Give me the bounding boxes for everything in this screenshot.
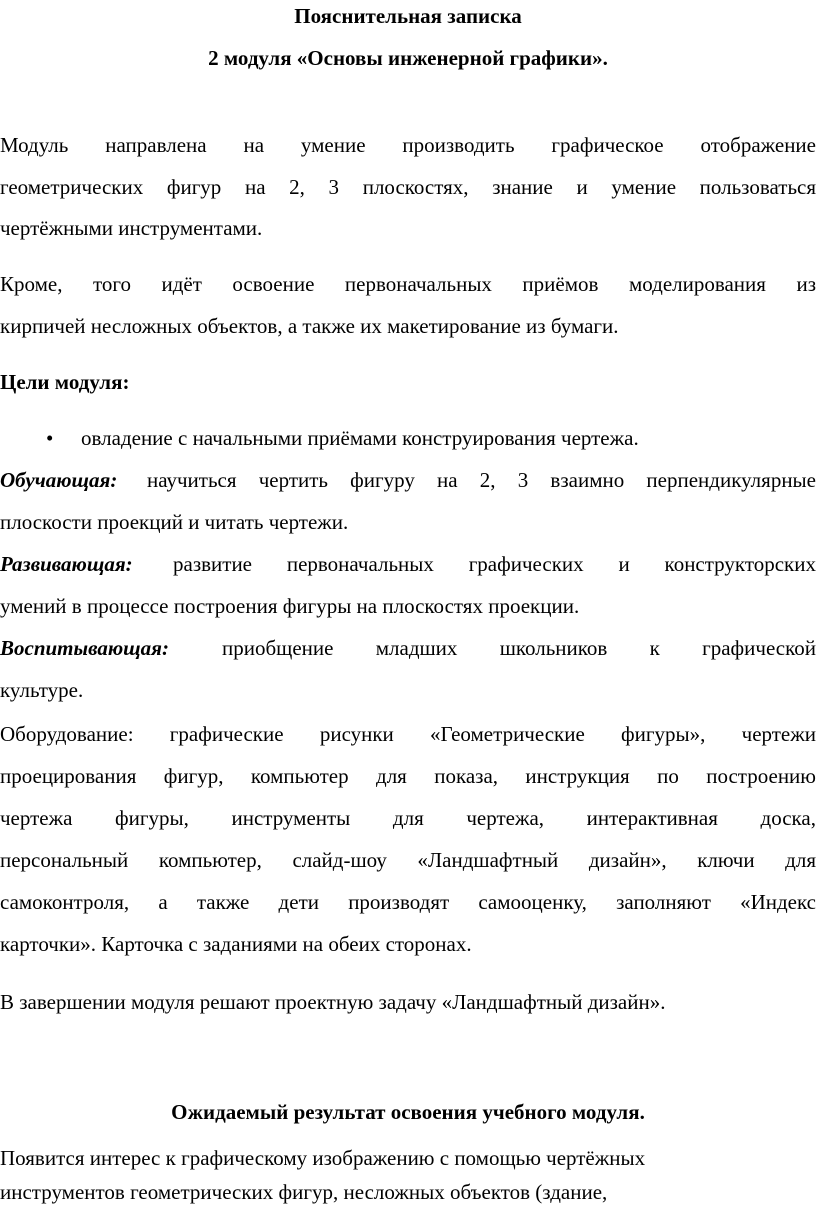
equipment-line-2: проецирования фигур, компьютер для показа, инструкция по построению xyxy=(0,764,816,788)
conclusion-text: В завершении модуля решают проектную задачу «Ландшафтный дизайн». xyxy=(0,990,666,1014)
developing-goal-text: развитие первоначальных графических и конструкторских xyxy=(173,552,816,576)
intro-p2-line-1: Кроме, того идёт освоение первоначальных приёмов моделирования из xyxy=(0,272,816,296)
title-line-2: 2 модуля «Основы инженерной графики». xyxy=(208,46,608,70)
result-heading: Ожидаемый результат освоения учебного модуля. xyxy=(171,1100,645,1124)
developing-goal-label: Развивающая: xyxy=(0,552,133,576)
teaching-goal-line-2: плоскости проекций и читать чертежи. xyxy=(0,510,349,534)
educating-goal-line-2: культуре. xyxy=(0,678,84,702)
intro-p1-line-3: чертёжными инструментами. xyxy=(0,216,263,240)
equipment-line-6: карточки». Карточка с заданиями на обеих сторонах. xyxy=(0,932,472,956)
educating-goal-label: Воспитывающая: xyxy=(0,636,169,660)
teaching-goal-label: Обучающая: xyxy=(0,468,118,492)
intro-p2-line-2: кирпичей несложных объектов, а также их макетирование из бумаги. xyxy=(0,314,619,338)
bullet-icon: • xyxy=(46,426,54,450)
intro-p1-line-2: геометрических фигур на 2, 3 плоскостях, знание и умение пользоваться xyxy=(0,175,816,199)
equipment-line-5: самоконтроля, а также дети производят самооценку, заполняют «Индекс xyxy=(0,890,816,914)
developing-goal-line-2: умений в процессе построения фигуры на плоскостях проекции. xyxy=(0,594,580,618)
educating-goal-text: приобщение младших школьников к графической xyxy=(222,636,816,660)
result-line-1: Появится интерес к графическому изображению с помощью чертёжных xyxy=(0,1146,646,1170)
teaching-goal-text: научиться чертить фигуру на 2, 3 взаимно перпендикулярные xyxy=(147,468,816,492)
intro-p1-line-1: Модуль направлена на умение производить графическое отображение xyxy=(0,133,816,157)
result-line-2: инструментов геометрических фигур, несложных объектов (здание, xyxy=(0,1180,608,1204)
goals-bullet-text: овладение с начальными приёмами конструирования чертежа. xyxy=(81,426,639,450)
equipment-line-4: персональный компьютер, слайд-шоу «Ландшафтный дизайн», ключи для xyxy=(0,848,816,872)
equipment-line-3: чертежа фигуры, инструменты для чертежа, интерактивная доска, xyxy=(0,806,816,830)
title-line-1: Пояснительная записка xyxy=(294,4,522,28)
goals-heading: Цели модуля: xyxy=(0,370,130,394)
equipment-line-1: Оборудование: графические рисунки «Геометрические фигуры», чертежи xyxy=(0,722,816,746)
